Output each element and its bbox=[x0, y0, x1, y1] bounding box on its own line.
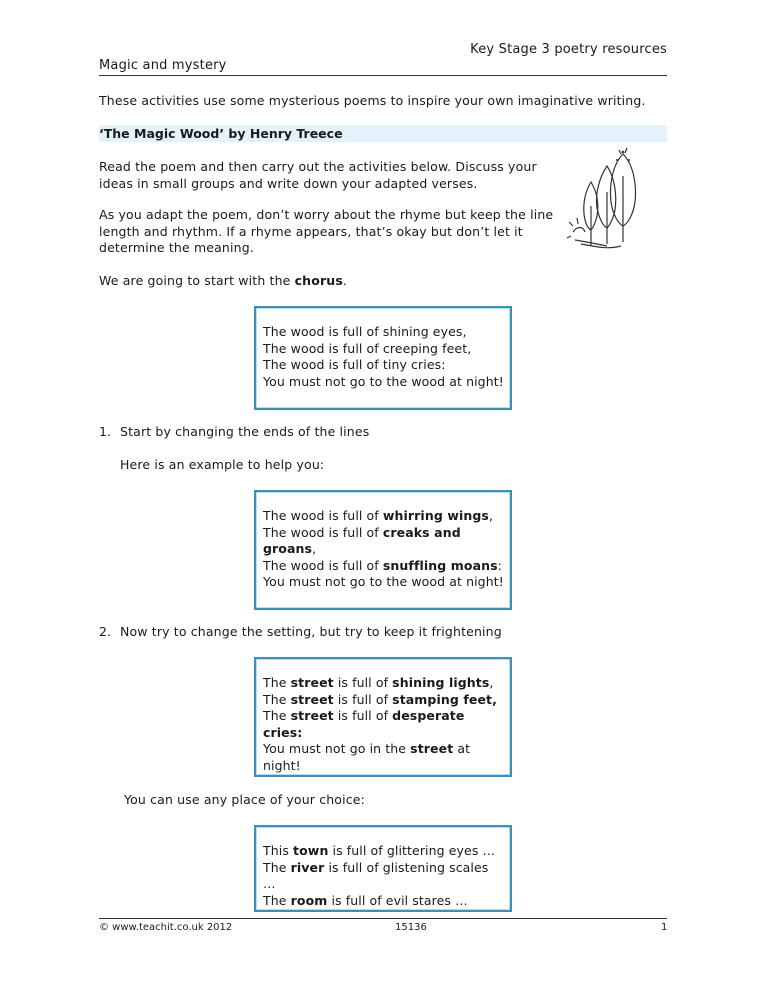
chorus-verse bbox=[263, 324, 504, 390]
verse-bold: river bbox=[290, 859, 325, 875]
choice-verse bbox=[263, 843, 504, 909]
verse-bold: snuffling moans bbox=[382, 557, 498, 573]
adapt-line: length and rhythm. If a rhyme appears, that’s okay but don’t let it bbox=[99, 223, 523, 239]
setting-box bbox=[254, 657, 512, 777]
verse-line: The wood is full of shining eyes, bbox=[263, 324, 467, 339]
verse-text: The wood is full of bbox=[263, 557, 383, 573]
verse-bold: creaks and bbox=[382, 524, 461, 540]
verse-line: You must not go to the wood at night! bbox=[263, 574, 504, 589]
verse-bold: street bbox=[290, 691, 334, 707]
verse-line: You must not go to the wood at night! bbox=[263, 373, 504, 389]
verse-text: is full of bbox=[333, 708, 393, 723]
verse-text: is full of glistening scales … bbox=[263, 859, 489, 891]
verse-text: The wood is full of bbox=[263, 524, 383, 540]
verse-line bbox=[263, 692, 504, 709]
intro-text: These activities use some mysterious poems to inspire your own imaginative writing. bbox=[99, 93, 646, 108]
verse-punct: : bbox=[497, 557, 502, 573]
verse-bold: room bbox=[290, 892, 328, 908]
verse-text: You must not go in the bbox=[263, 741, 411, 756]
verse-line bbox=[263, 843, 504, 860]
header-resource-title: Key Stage 3 poetry resources bbox=[470, 42, 667, 57]
verse-line: The wood is full of tiny cries: bbox=[263, 357, 446, 372]
step-1-text: Start by changing the ends of the lines bbox=[120, 424, 370, 439]
verse-line bbox=[263, 708, 504, 741]
verse-punct: , bbox=[312, 541, 317, 556]
verse-text: The bbox=[263, 892, 291, 908]
step-1-sub: Here is an example to help you: bbox=[120, 457, 325, 472]
trees-illustration bbox=[567, 146, 645, 254]
header-topic: Magic and mystery bbox=[99, 58, 227, 73]
chorus-intro bbox=[99, 273, 347, 290]
step-1-number: 1. bbox=[99, 424, 111, 439]
verse-line bbox=[263, 741, 504, 758]
adapt-line: As you adapt the poem, don’t worry about the rhyme but keep the line bbox=[99, 207, 554, 222]
instructions-line: ideas in small groups and write down your adapted verses. bbox=[99, 175, 478, 191]
verse-text: The bbox=[263, 691, 291, 707]
verse-bold: shining lights bbox=[392, 675, 490, 690]
verse-punct: , bbox=[489, 675, 494, 690]
choice-text: You can use any place of your choice: bbox=[124, 792, 365, 807]
adapt-line: determine the meaning. bbox=[99, 240, 254, 255]
footer-resource-number: 15136 bbox=[395, 922, 427, 933]
verse-text: is full of glittering eyes … bbox=[328, 843, 496, 858]
instructions-line: Read the poem and then carry out the activities below. Discuss your bbox=[99, 159, 537, 174]
verse-line: night! bbox=[263, 757, 301, 773]
verse-bold: whirring wings bbox=[382, 508, 489, 523]
setting-verse bbox=[263, 675, 504, 774]
verse-line bbox=[263, 525, 504, 542]
verse-punct: , bbox=[488, 508, 494, 523]
verse-text: The bbox=[263, 675, 291, 690]
verse-bold: stamping feet, bbox=[392, 691, 497, 707]
chorus-keyword: chorus bbox=[294, 273, 343, 288]
verse-bold: desperate cries: bbox=[263, 708, 465, 740]
verse-line bbox=[263, 508, 504, 525]
verse-text: at bbox=[453, 741, 471, 756]
verse-bold: groans bbox=[263, 541, 313, 556]
verse-bold: town bbox=[293, 843, 329, 858]
header-divider bbox=[99, 75, 667, 76]
verse-line bbox=[263, 675, 504, 692]
verse-line: The wood is full of creeping feet, bbox=[263, 340, 472, 356]
verse-line bbox=[263, 860, 504, 893]
verse-text: is full of evil stares … bbox=[327, 892, 468, 908]
adapt-paragraph bbox=[99, 207, 553, 257]
verse-text: The bbox=[263, 859, 291, 875]
footer-page-number: 1 bbox=[661, 922, 668, 933]
example-verse bbox=[263, 508, 504, 591]
example-box bbox=[254, 490, 512, 610]
footer-copyright: © www.teachit.co.uk 2012 bbox=[99, 922, 233, 933]
verse-text: is full of bbox=[333, 691, 393, 707]
verse-bold: street bbox=[290, 708, 334, 723]
verse-bold: street bbox=[410, 741, 454, 756]
step-2-text: Now try to change the setting, but try to keep it frightening bbox=[120, 624, 502, 639]
verse-line bbox=[263, 541, 504, 558]
verse-line bbox=[263, 893, 504, 910]
section-title: ‘The Magic Wood’ by Henry Treece bbox=[99, 126, 343, 141]
verse-text: The wood is full of bbox=[263, 508, 383, 523]
verse-text: This bbox=[263, 843, 294, 858]
instructions-paragraph bbox=[99, 159, 537, 192]
verse-text: The bbox=[263, 708, 291, 723]
step-2-number: 2. bbox=[99, 624, 111, 639]
chorus-intro-end: . bbox=[342, 273, 348, 288]
verse-text: is full of bbox=[333, 675, 393, 690]
chorus-box bbox=[254, 306, 512, 410]
chorus-intro-text: We are going to start with the bbox=[99, 273, 295, 288]
verse-line bbox=[263, 558, 504, 575]
footer-divider bbox=[99, 918, 667, 919]
choice-box bbox=[254, 825, 512, 912]
verse-bold: street bbox=[290, 675, 334, 690]
